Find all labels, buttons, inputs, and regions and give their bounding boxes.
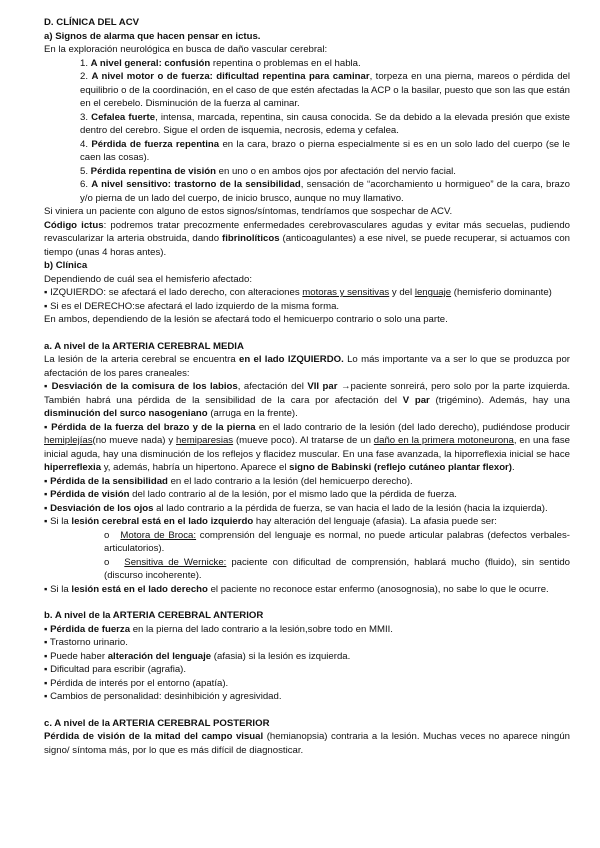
- paragraph: La lesión de la arteria cerebral se encuentra en el lado IZQUIERDO. Lo más importante va a ser lo que se produzca por afectación de los pares craneales:: [44, 354, 571, 379]
- document-page: [44, 16, 570, 757]
- section-heading: c. A nivel de la ARTERIA CEREBRAL POSTERIOR: [44, 717, 270, 729]
- list-item: 6. A nivel sensitivo: trastorno de la sensibilidad, sensación de “acorchamiento u hormigueo” de la cara, brazo y/o pierna de un lado del cuerpo, de inicio brusco, aunque no muy llamativo.: [80, 179, 570, 204]
- bullet-item: ▪ Desviación de la comisura de los labios, afectación del VII par →paciente sonreirá, pero solo por la parte izquierda. También habrá una pérdida de la sensibilidad de la cara por afectación del V par (trigémino). Además, hay una disminución del surco nasogeniano (arruga en la frente).: [44, 381, 570, 419]
- bullet-item: ▪ Dificultad para escribir (agrafia).: [44, 664, 187, 675]
- bullet-item: ▪ Pérdida de fuerza en la pierna del lado contrario a la lesión,sobre todo en MMII.: [44, 623, 393, 635]
- paragraph: Dependiendo de cuál sea el hemisferio afectado:: [44, 273, 253, 285]
- section-title: D. CLÍNICA DEL ACV: [44, 17, 140, 28]
- section-heading: a. A nivel de la ARTERIA CEREBRAL MEDIA: [44, 340, 244, 352]
- bullet-item: ▪ Desviación de los ojos al lado contrario a la pérdida de fuerza, se van hacia el lado de la lesión (hacia la izquierda).: [44, 502, 548, 514]
- subsection-heading: b) Clínica: [44, 260, 88, 271]
- paragraph: En ambos, dependiendo de la lesión se afectará todo el hemicuerpo contrario o solo una parte.: [44, 314, 448, 325]
- afasia-list: [44, 529, 570, 583]
- bullet-item: ▪ Pérdida de la fuerza del brazo y de la pierna en el lado contrario de la lesión (del lado derecho), pudiéndose producir hemiplejías(no mueve nada) y hemiparesias (mueve poco). Al tratarse de un daño en la primera motoneurona, en una fase inicial aguda, hay una disminución de los reflejos y flacidez muscular. En una fase avanzada, la hiporreflexia inicial se hace hiperreflexia y, además, habría un hipertono. Aparece el signo de Babinski (reflejo cutáneo plantar flexor).: [44, 421, 570, 473]
- bullet-item: ▪ Si la lesión cerebral está en el lado izquierdo hay alteración del lenguaje (afasia). La afasia puede ser:: [44, 516, 497, 527]
- bullet-item: ▪ Cambios de personalidad: desinhibición y agresividad.: [44, 691, 282, 702]
- section-heading: b. A nivel de la ARTERIA CEREBRAL ANTERIOR: [44, 610, 264, 621]
- list-item: 5. Pérdida repentina de visión en uno o en ambos ojos por afectación del nervio facial.: [80, 165, 456, 177]
- bullet-item: ▪ Si es el DERECHO:se afectará el lado izquierdo de la misma forma.: [44, 300, 340, 312]
- bullet-item: ▪ Pérdida de la sensibilidad en el lado contrario a la lesión (del hemicuerpo derecho).: [44, 475, 413, 487]
- intro-paragraph: En la exploración neurológica en busca de daño vascular cerebral:: [44, 44, 328, 55]
- sub-bullet-item: o Motora de Broca: comprensión del lenguaje es normal, no puede articular palabras (defectos verbales-articulatorios).: [104, 529, 571, 554]
- bullet-item: ▪ Trastorno urinario.: [44, 637, 128, 648]
- paragraph: Pérdida de visión de la mitad del campo visual (hemianopsia) contraria a la lesión. Muchas veces no aparece ningún signo/ síntoma más, por lo que es más difícil de diagnosticar.: [44, 731, 570, 756]
- bullet-item: ▪ IZQUIERDO: se afectará el lado derecho, con alteraciones motoras y sensitivas y del lenguaje (hemisferio dominante): [44, 287, 552, 298]
- list-item: 3. Cefalea fuerte, intensa, marcada, repentina, sin causa conocida. Se da debido a la elevada presión que existe dentro del cerebro. Sigue el orden de isquemia, necrosis, edema y cefalea.: [80, 111, 570, 136]
- codigo-ictus-paragraph: Código ictus: podremos tratar precozmente enfermedades cerebrovasculares agudas y evitar más secuelas, pudiendo revascularizar la arteria obstruida, dando fibrinolíticos (anticoagulantes) a ese nivel, se puede recuperar, si actuamos con tiempo (unas 4 horas antes).: [44, 219, 570, 258]
- list-item: 4. Pérdida de fuerza repentina en la cara, brazo o pierna especialmente si es en un solo lado del cuerpo (se le caen las cosas).: [80, 138, 570, 163]
- alarm-signs-list: [44, 57, 570, 206]
- bullet-item: ▪ Puede haber alteración del lenguaje (afasia) si la lesión es izquierda.: [44, 650, 351, 662]
- list-item: 1. A nivel general: confusión repentina o problemas en el habla.: [80, 57, 361, 69]
- paragraph: Si viniera un paciente con alguno de estos signos/síntomas, tendríamos que sospechar de ACV.: [44, 206, 453, 217]
- bullet-item: ▪ Pérdida de visión del lado contrario al de la lesión, por el mismo lado que la pérdida de fuerza.: [44, 489, 457, 500]
- bullet-item: ▪ Si la lesión está en el lado derecho el paciente no reconoce estar enfermo (anosognosia), no sabe lo que le ocurre.: [44, 583, 549, 595]
- subsection-heading: a) Signos de alarma que hacen pensar en ictus.: [44, 30, 261, 42]
- sub-bullet-item: o Sensitiva de Wernicke: paciente con dificultad de comprensión, hablará mucho (fluido), sin sentido (discurso incoherente).: [104, 556, 571, 581]
- list-item: 2. A nivel motor o de fuerza: dificultad repentina para caminar, torpeza en una pierna, mareos o pérdida del equilibrio o de la coordinación, en el caso de que estén afectadas la ACP o la basilar, puesto que son las que están en el cerebelo. Disminución de la fuerza al caminar.: [80, 71, 571, 109]
- bullet-item: ▪ Pérdida de interés por el entorno (apatía).: [44, 677, 229, 689]
